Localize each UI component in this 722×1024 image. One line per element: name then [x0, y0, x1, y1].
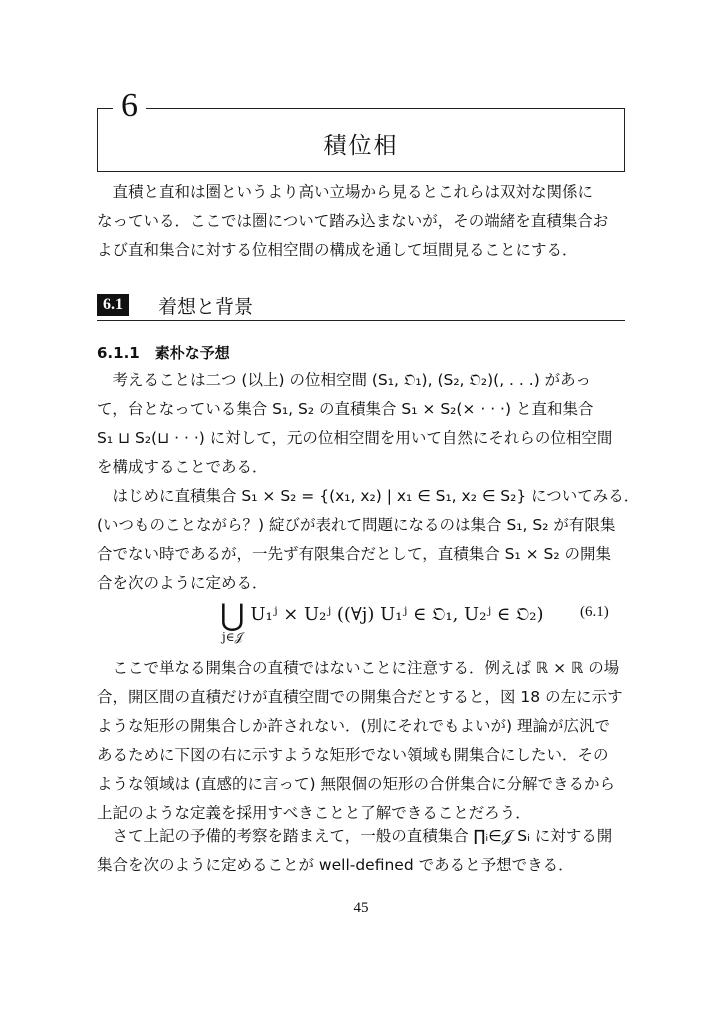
section-title: 着想と背景	[158, 296, 254, 318]
chapter-title: 積位相	[323, 133, 399, 159]
paragraph-1	[97, 366, 627, 482]
text-line: ような矩形の開集合しか許されない．(別にそれでもよいが) 理論が広汎で	[97, 717, 611, 735]
text-line: ような領域は (直感的に言って) 無限個の矩形の合併集合に分解できるから	[97, 775, 615, 793]
text-line: て，台となっている集合 S₁, S₂ の直積集合 S₁ × S₂(× · · ·) と直和集合	[97, 400, 594, 418]
text-line: 直積と直和は圏というより高い立場から見るとこれらは双対な関係に	[97, 183, 594, 201]
text-line: 考えることは二つ (以上) の位相空間 (S₁, 𝔒₁), (S₂, 𝔒₂)(, . . .) があっ	[97, 371, 592, 389]
text-line: S₁ ⊔ S₂(⊔ · · ·) に対して，元の位相空間を用いて自然にそれらの位相空間	[97, 429, 613, 447]
text-line: さて上記の予備的考察を踏まえて，一般の直積集合 ∏ᵢ∈𝒥 Sᵢ に対する開	[97, 827, 613, 845]
equation-body: U₁ʲ × U₂ʲ ((∀j) U₁ʲ ∈ 𝔒₁, U₂ʲ ∈ 𝔒₂)	[250, 604, 544, 625]
text-line: 合を次のように定める．	[97, 574, 268, 592]
section-number: 6.1	[97, 294, 129, 316]
chapter-heading-box	[97, 108, 625, 172]
text-line: 合，開区間の直積だけが直積空間での開集合だとすると，図 18 の左に示す	[97, 688, 623, 706]
bigcup-symbol: ⋃	[220, 598, 245, 633]
equation-number: (6.1)	[580, 604, 609, 620]
text-line: 集合を次のように定めることが well-defined であると予想できる．	[97, 856, 574, 874]
text-line: なっている．ここでは圏について踏み込まないが，その端緒を直積集合お	[97, 212, 609, 230]
text-line: あるために下図の右に示すような矩形でない領域も開集合にしたい．その	[97, 746, 609, 764]
subsection-title: 6.1.1 素朴な予想	[97, 344, 230, 362]
text-line: よび直和集合に対する位相空間の構成を通して垣間見ることにする．	[97, 241, 578, 259]
page-number: 45	[353, 900, 369, 916]
equation-6-1	[220, 598, 544, 644]
text-line: (いつものことながら？) 綻びが表れて問題になるのは集合 S₁, S₂ が有限集	[97, 516, 616, 534]
paragraph-3	[97, 654, 627, 828]
paragraph-2	[97, 482, 640, 598]
text-line: を構成することである．	[97, 458, 268, 476]
paragraph-4	[97, 822, 627, 880]
text-line: はじめに直積集合 S₁ × S₂ = {(x₁, x₂) | x₁ ∈ S₁, x₂ ∈ S₂} についてみる．	[97, 487, 640, 505]
text-line: 上記のような定義を採用すべきことと了解できることだろう．	[97, 804, 531, 822]
text-line: 合でない時であるが，一先ず有限集合だとして，直積集合 S₁ × S₂ の開集	[97, 545, 611, 563]
text-line: ここで単なる開集合の直積ではないことに注意する．例えば ℝ × ℝ の場	[97, 659, 620, 677]
intro-paragraph	[97, 178, 627, 265]
section-rule	[97, 320, 625, 321]
equation-subscript: j∈𝒥	[222, 630, 243, 644]
chapter-number: 6	[113, 86, 146, 126]
